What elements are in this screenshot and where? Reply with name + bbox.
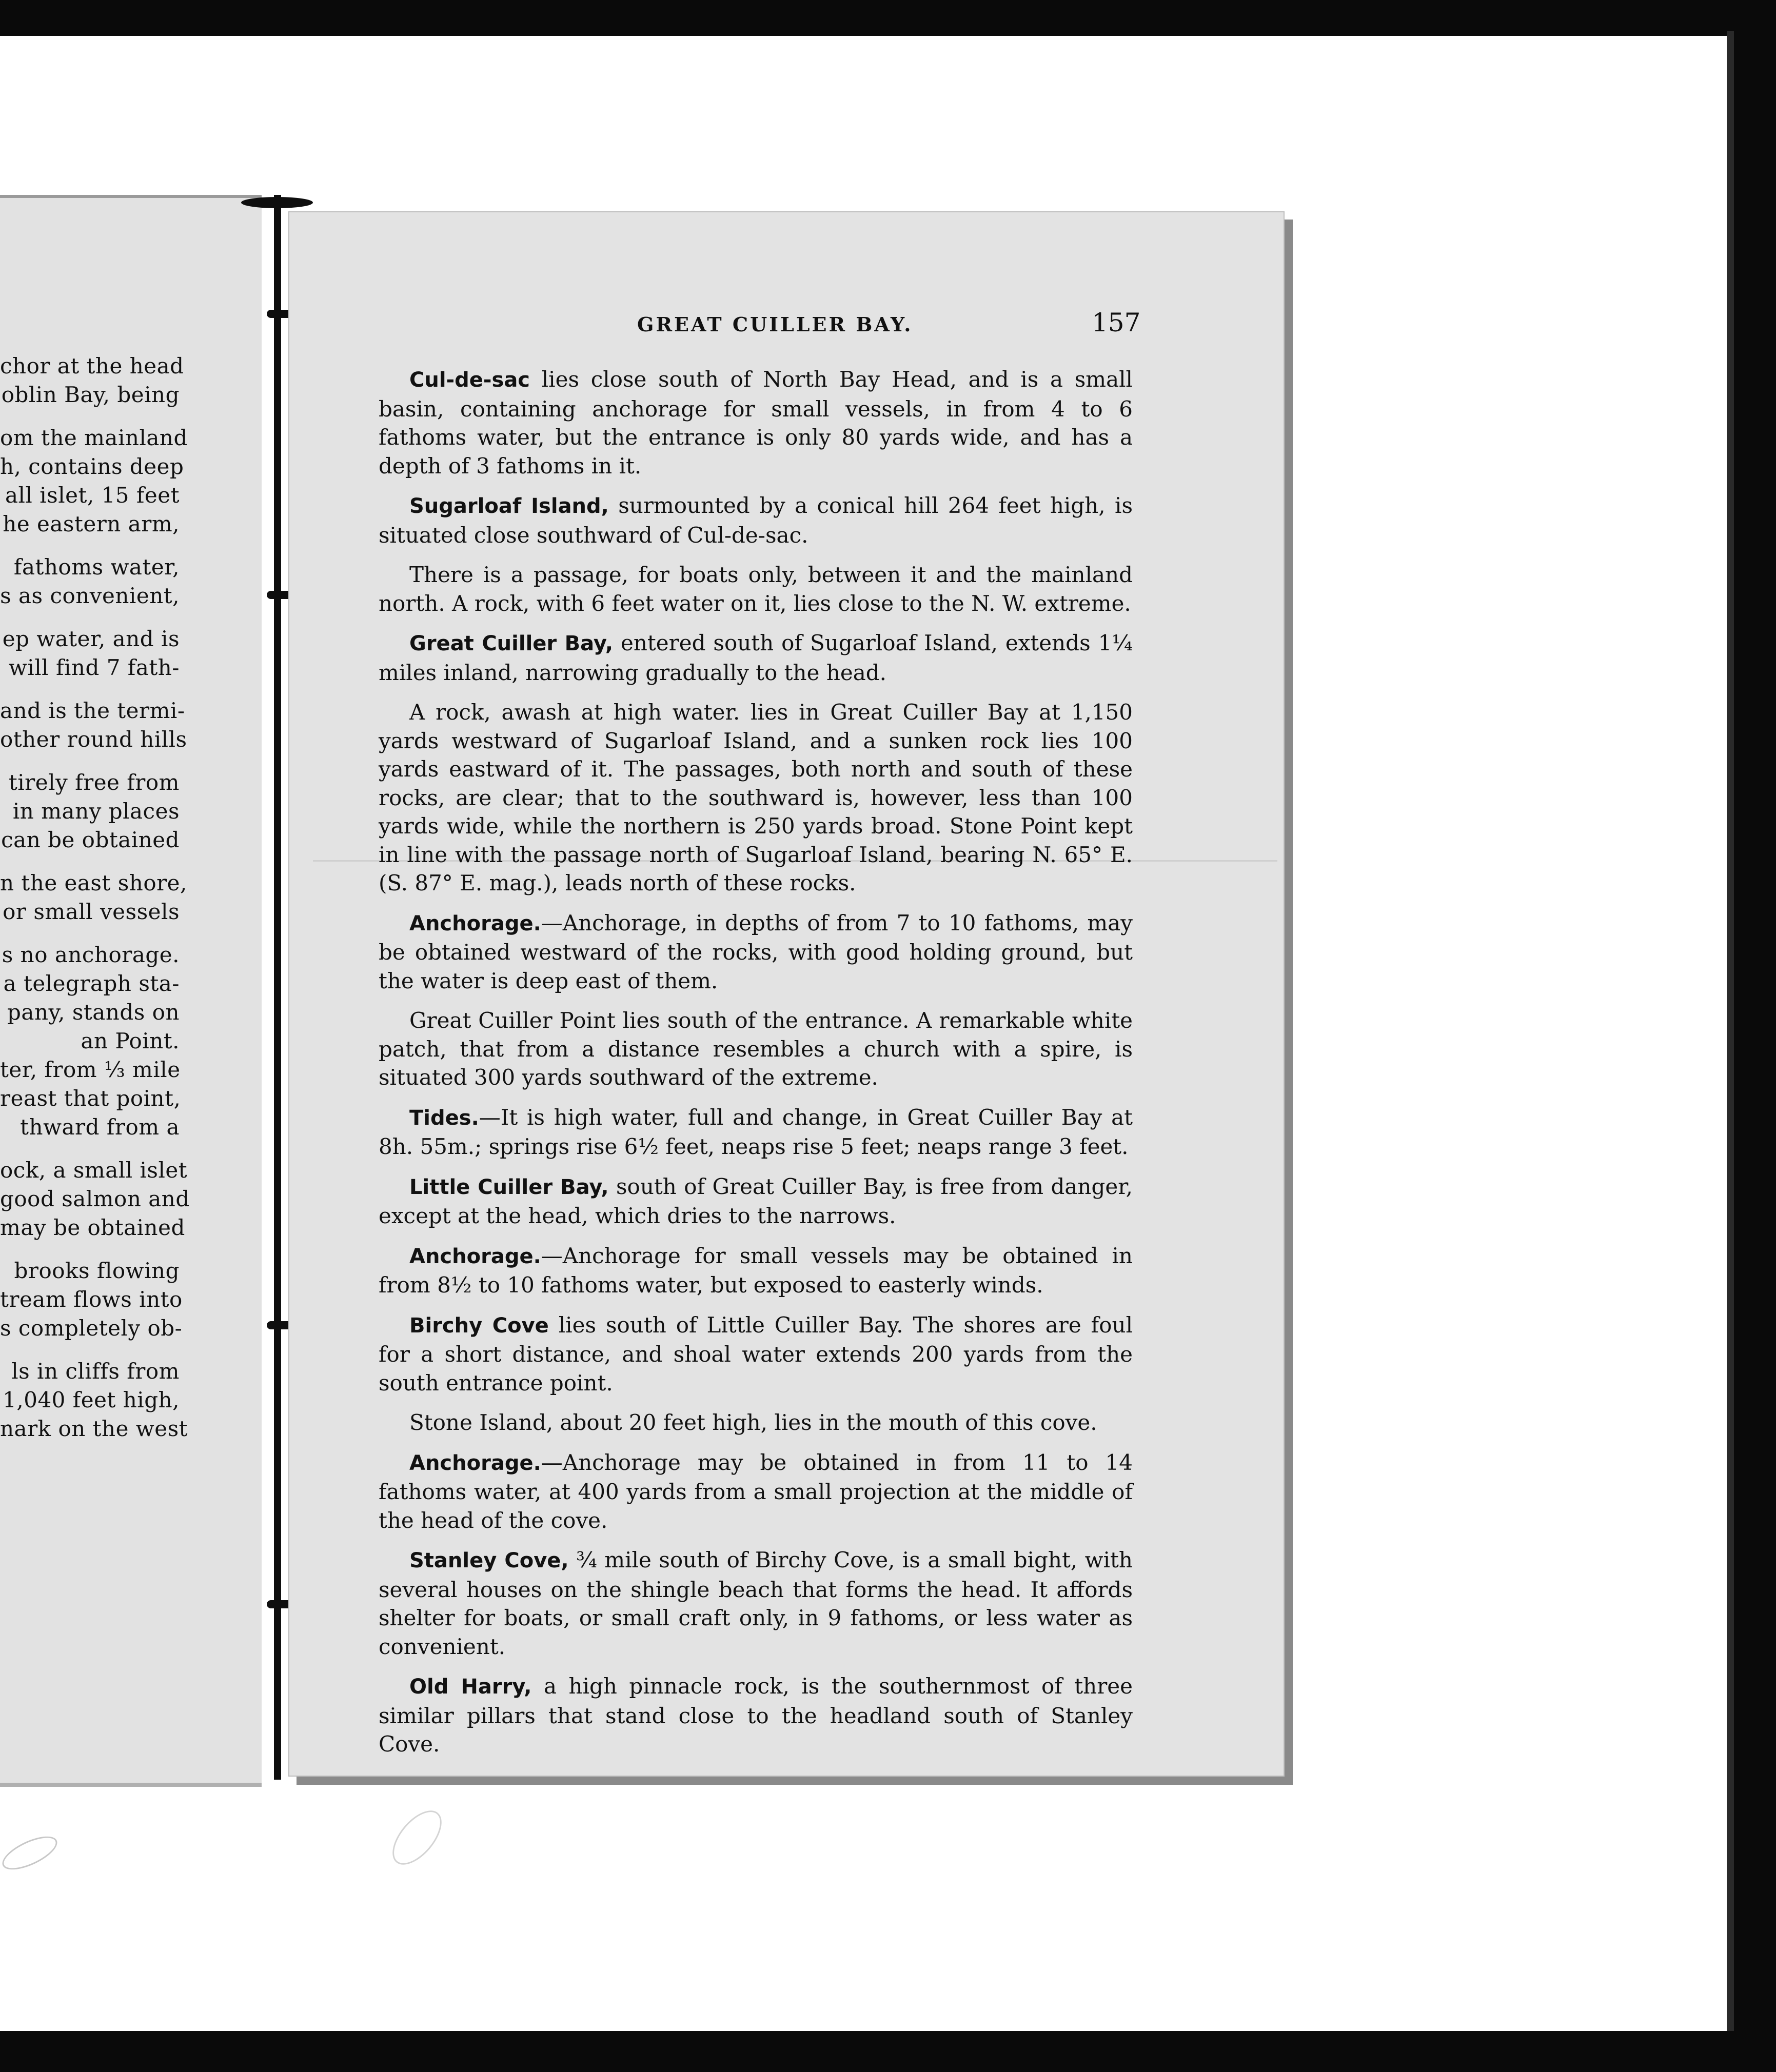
left-page-line: tream flows into [0,1287,183,1312]
left-page-line: other round hills [0,727,187,752]
paragraph [379,1546,1133,1661]
paragraph-text: —It is high water, full and change, in Great Cuiller Bay at 8h. 55m.; springs rise 6½ feet, neaps rise 5 feet; neaps range 3 feet. [379,1104,1133,1159]
left-line-gap [0,1343,180,1357]
paragraph-text: A rock, awash at high water. lies in Great Cuiller Bay at 1,150 yards westward of Sugarloaf Island, and a sunken rock lies 100 yards eastward of it. The passages, both north and south of these rocks, are clear; that to the southward is, however, less than 100 yards wide, while the northern is 250 yards broad. Stone Point kept in line with the passage north of Sugarloaf Island, bearing N. 65° E. (S. 87° E. mag.), leads north of these rocks. [379,700,1133,895]
paragraph-text: Great Cuiller Point lies south of the entrance. A remarkable white patch, that from a distance resembles a church with a spire, is situated 300 yards southward of the extreme. [379,1008,1133,1090]
left-page-line: om the mainland [0,425,188,450]
left-page-line: and is the termi- [0,698,185,723]
paragraph-heading: Tides. [409,1106,479,1130]
left-page-line: chor at the head [0,353,184,378]
paragraph [379,629,1133,687]
left-page-line: in many places [12,799,180,824]
paragraph-heading: Anchorage. [409,1451,541,1475]
left-line-gap [0,682,180,696]
paragraph-text: There is a passage, for boats only, between it and the mainland north. A rock, with 6 feet water on it, lies close to the N. W. extreme. [379,562,1133,616]
left-page-line: tirely free from [8,770,180,795]
paragraph-text: south of Great Cuiller Bay, is free from danger, except at the head, which dries to the narrows. [379,1173,1133,1228]
left-page-line: oblin Bay, being [1,382,180,407]
paragraph-text: Stone Island, about 20 feet high, lies in the mouth of this cove. [409,1410,1097,1435]
left-line-gap [0,926,180,941]
paragraph-text: entered south of Sugarloaf Island, extends 1¼ miles inland, narrowing gradually to the head. [379,630,1133,685]
page-number: 157 [1092,308,1141,337]
paragraph [379,561,1133,617]
left-page-line: ep water, and is [2,626,180,651]
scan-smudge [0,1830,62,1877]
left-line-gap [0,754,180,768]
left-page-line: ock, a small islet [0,1158,188,1183]
scan-frame-right [1734,0,1776,2072]
paragraph [379,491,1133,549]
book-spine [274,195,281,1780]
left-page-line: or small vessels [3,899,180,924]
left-page-line: all islet, 15 feet [5,483,180,508]
left-page-line: a telegraph sta- [3,971,180,996]
left-page-line: s as convenient, [0,583,180,608]
left-page-line: ls in cliffs from [11,1359,180,1384]
paragraph [379,1408,1133,1437]
paragraph-text: —Anchorage for small vessels may be obtained in from 8½ to 10 fathoms water, but exposed to easterly winds. [379,1243,1133,1298]
left-page-line: s completely ob- [0,1316,183,1341]
left-line-gap [0,409,180,424]
paragraph-text: surmounted by a conical hill 264 feet high, is situated close southward of Cul-de-sac. [379,493,1133,548]
left-page-line: good salmon and [0,1186,190,1211]
page-body-text [379,365,1133,1770]
left-page-line: thward from a [20,1114,180,1140]
left-line-gap [0,539,180,553]
scan-smudge [383,1802,451,1874]
spine-top-cap [241,197,313,208]
paragraph [379,1006,1133,1092]
left-page-line: can be obtained [1,827,180,852]
paragraph [379,1672,1133,1759]
left-page-text [0,352,190,1443]
paragraph-heading: Old Harry, [409,1675,532,1699]
left-page-line: h, contains deep [0,454,184,479]
paragraph-heading: Anchorage. [409,1244,541,1268]
paragraph-heading: Anchorage. [409,911,541,935]
paragraph [379,698,1133,898]
paragraph [379,1103,1133,1161]
scan-frame-right-shadow [1727,31,1734,2031]
paragraph [379,1242,1133,1300]
left-line-gap [0,1242,180,1257]
paragraph-text: a high pinnacle rock, is the southernmost of three similar pillars that stand close to the headland south of Stanley Cove. [379,1673,1133,1757]
left-page-line: he eastern arm, [3,511,180,536]
paragraph-text: lies south of Little Cuiller Bay. The shores are foul for a short distance, and shoal water extends 200 yards from the south entrance point. [379,1312,1133,1396]
left-page-line: will find 7 fath- [8,655,180,680]
left-page-line: fathoms water, [13,554,180,580]
paragraph-heading: Birchy Cove [409,1313,549,1338]
left-page-line: reast that point, [0,1086,181,1111]
scan-frame-top [0,0,1776,36]
paragraph-heading: Cul-de-sac [409,368,530,392]
left-line-gap [0,1142,180,1156]
paragraph [379,365,1133,480]
paragraph-heading: Great Cuiller Bay, [409,632,614,655]
left-page-line: nark on the west [0,1416,188,1441]
paragraph-heading: Sugarloaf Island, [409,494,609,518]
paragraph-text: —Anchorage, in depths of from 7 to 10 fathoms, may be obtained westward of the rocks, with good holding ground, but the water is deep east of them. [379,910,1133,993]
paragraph [379,1448,1133,1535]
left-line-gap [0,610,180,625]
left-page-line: n the east shore, [0,870,187,895]
left-page-line: pany, stands on [7,1000,180,1025]
scan-frame-bottom [0,2031,1776,2072]
paragraph-text: —Anchorage may be obtained in from 11 to 14 fathoms water, at 400 yards from a small projection at the middle of the head of the cove. [379,1449,1133,1533]
left-page-line: may be obtained [0,1215,185,1240]
paragraph-heading: Stanley Cove, [409,1549,569,1572]
left-page-line: s no anchorage. [2,942,180,967]
paragraph [379,909,1133,995]
paragraph-heading: Little Cuiller Bay, [409,1175,609,1199]
left-facing-page [0,195,262,1787]
left-page-line: brooks flowing [14,1258,180,1283]
left-page-line: 1,040 feet high, [3,1387,180,1412]
paragraph [379,1172,1133,1230]
paragraph [379,1311,1133,1398]
paragraph-text: ¾ mile south of Birchy Cove, is a small bight, with several houses on the shingle beach that forms the head. It affords shelter for boats, or small craft only, in 9 fathoms, or less water as convenient. [379,1547,1133,1659]
left-page-line: ter, from ⅓ mile [0,1057,181,1082]
paragraph-text: lies close south of North Bay Head, and is a small basin, containing anchorage for small vessels, in from 4 to 6 fathoms water, but the entrance is only 80 yards wide, and has a depth of 3 fathoms in it. [379,367,1133,479]
left-page-line: an Point. [81,1028,180,1053]
running-head: GREAT CUILLER BAY. [637,313,913,336]
left-line-gap [0,854,180,869]
